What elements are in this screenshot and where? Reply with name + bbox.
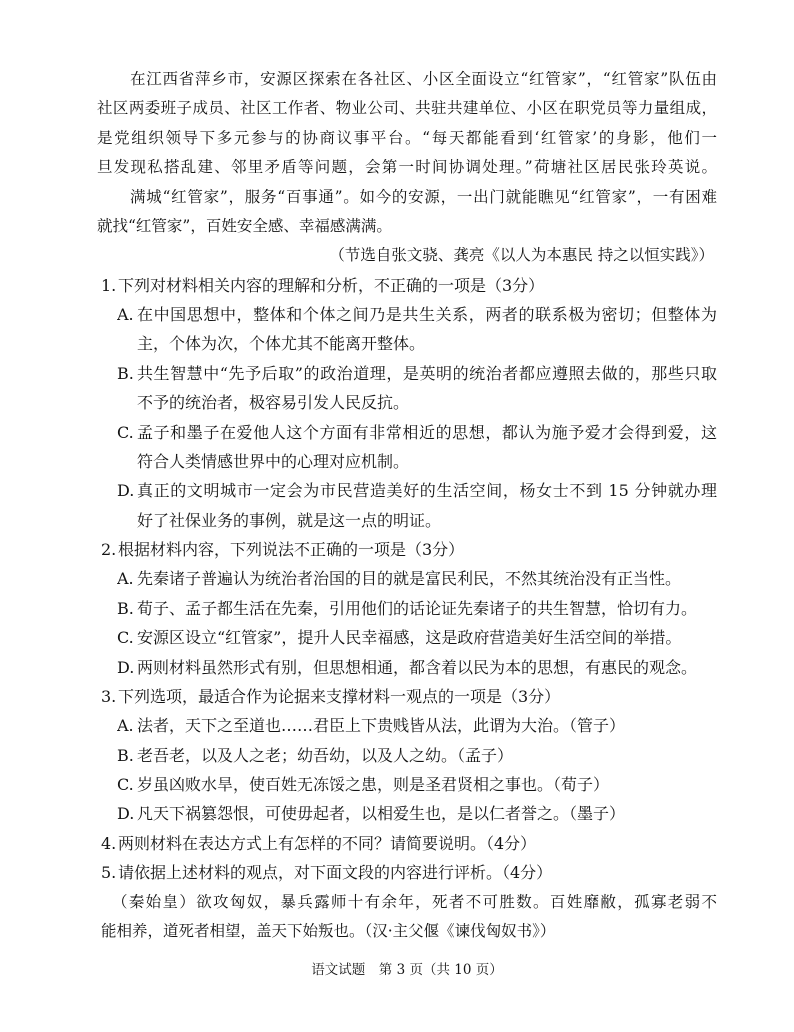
q5-passage-line-2: 能相养，道死者相望，盖天下始叛也。（汉·主父偃《谏伐匈奴书》）	[101, 921, 556, 940]
q3-option-c-text: 岁虽凶败水旱，使百姓无冻馁之患，则是圣君贤相之事也。（荀子）	[137, 775, 610, 794]
q1-option-d	[117, 476, 717, 505]
q1-option-a-line-1: 在中国思想中，整体和个体之间乃是共生关系，两者的联系极为密切；但整体为	[137, 305, 717, 324]
q3-option-d-label: D.	[117, 804, 135, 824]
q3-option-d	[117, 799, 717, 828]
q2-option-a	[117, 564, 717, 593]
q2-option-d	[117, 653, 717, 682]
question-4-number: 4.	[101, 833, 117, 853]
q1-option-b-line-1: 共生智慧中“先予后取”的政治道理，是英明的统治者都应遵照去做的，那些只取	[137, 363, 717, 383]
question-2-stem	[101, 535, 717, 564]
page-footer: 语文试题 第 3 页（共 10 页）	[311, 962, 503, 978]
page-content	[0, 65, 794, 946]
q2-option-c	[117, 623, 717, 652]
question-3-number: 3.	[101, 686, 117, 706]
q3-option-b	[117, 741, 717, 770]
q1-option-c	[117, 418, 717, 447]
q2-option-c-label: C.	[117, 628, 134, 648]
material-paragraph-2-line-2: 就找“红管家”，百姓安全感、幸福感满满。	[97, 216, 392, 235]
question-3-text: 下列选项，最适合作为论据来支撑材料一观点的一项是（3分）	[118, 686, 561, 706]
q2-option-a-text: 先秦诸子普遍认为统治者治国的目的就是富民利民，不然其统治没有正当性。	[137, 569, 682, 589]
question-5-text: 请依据上述材料的观点，对下面文段的内容进行评析。（4分）	[118, 863, 553, 883]
question-1-text: 下列对材料相关内容的理解和分析，不正确的一项是（3分）	[118, 275, 545, 295]
q5-passage-line-1: （秦始皇）欲攻匈奴，暴兵露师十有余年，死者不可胜数。百姓靡敝，孤寡老弱不	[112, 892, 717, 911]
q3-option-a	[117, 711, 717, 740]
question-1-stem	[101, 271, 717, 300]
question-4-text: 两则材料在表达方式上有怎样的不同？请简要说明。（4分）	[118, 833, 537, 853]
q1-option-a-line-2: 主，个体为次，个体尤其不能离开整体。	[137, 334, 426, 354]
q1-option-d-line-2: 好了社保业务的事例，就是这一点的明证。	[137, 510, 442, 530]
q3-option-c	[117, 770, 717, 799]
material-paragraph-1-line-4: 旦发现私搭乱建、邻里矛盾等问题，会第一时间协调处理。”荷塘社区居民张玲英说。	[97, 158, 717, 177]
q1-option-c-line-1: 孟子和墨子在爱他人这个方面有非常相近的思想，都认为施予爱才会得到爱，这	[137, 422, 717, 442]
q1-option-d-line-1: 真正的文明城市一定会为市民营造美好的生活空间，杨女士不到 15 分钟就办理	[137, 481, 717, 501]
q2-option-a-label: A.	[117, 569, 134, 589]
q2-option-c-text: 安源区设立“红管家”，提升人民幸福感，这是政府营造美好生活空间的举措。	[137, 628, 682, 648]
q1-option-c-label: C.	[117, 422, 134, 442]
q1-option-d-label: D.	[117, 481, 135, 501]
material-paragraph-1-line-2: 社区两委班子成员、社区工作者、物业公司、共驻共建单位、小区在职党员等力量组成，	[97, 99, 717, 118]
q2-option-b	[117, 594, 717, 623]
q1-option-a	[117, 300, 717, 329]
q1-option-a-label: A.	[117, 305, 134, 324]
q3-option-a-label: A.	[117, 716, 134, 736]
question-2-number: 2.	[101, 540, 117, 559]
material-source: （节选自张文骁、龚亮《以人为本惠民 持之以恒实践》）	[329, 246, 714, 265]
q1-option-b-line-2: 不予的统治者，极容易引发人民反抗。	[137, 393, 410, 413]
question-1-number: 1.	[101, 275, 117, 295]
q3-option-a-text: 法者，天下之至道也……君臣上下贵贱皆从法，此谓为大治。（管子）	[137, 716, 626, 736]
question-5-stem	[101, 858, 717, 887]
material-paragraph-1-line-3: 是党组织领导下多元参与的协商议事平台。“每天都能看到‘红管家’的身影，他们一	[97, 128, 717, 147]
q3-option-b-label: B.	[117, 745, 134, 765]
question-2-text: 根据材料内容，下列说法不正确的一项是（3分）	[118, 540, 465, 559]
question-4-stem	[101, 829, 717, 858]
q2-option-d-text: 两则材料虽然形式有别，但思想相通，都含着以民为本的思想，有惠民的观念。	[137, 657, 698, 677]
q1-option-b	[117, 359, 717, 388]
q3-option-d-text: 凡天下祸篡怨恨，可使毋起者，以相爱生也，是以仁者誉之。（墨子）	[137, 804, 626, 824]
q2-option-d-label: D.	[117, 657, 135, 677]
q3-option-b-text: 老吾老，以及人之老；幼吾幼，以及人之幼。（孟子）	[137, 745, 514, 765]
question-5-number: 5.	[101, 863, 117, 883]
q3-option-c-label: C.	[117, 775, 134, 794]
q2-option-b-label: B.	[117, 598, 134, 618]
material-paragraph-1-line-1: 在江西省萍乡市，安源区探索在各社区、小区全面设立“红管家”，“红管家”队伍由	[130, 70, 717, 88]
question-3-stem	[101, 682, 717, 711]
material-paragraph-2-line-1: 满城“红管家”，服务“百事通”。如今的安源，一出门就能瞧见“红管家”，一有困难	[130, 187, 717, 206]
q2-option-b-text: 荀子、孟子都生活在先秦，引用他们的话论证先秦诸子的共生智慧，恰切有力。	[137, 598, 698, 618]
q1-option-b-label: B.	[117, 363, 134, 383]
q1-option-c-line-2: 符合人类情感世界中的心理对应机制。	[137, 451, 410, 471]
